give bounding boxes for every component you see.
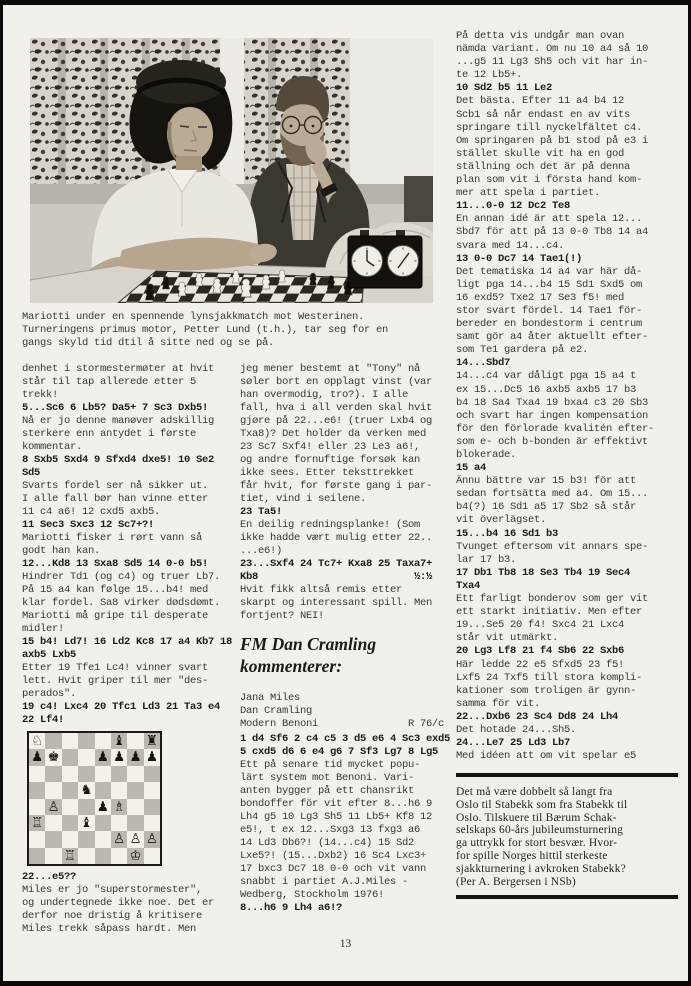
diagram-row [29,782,160,798]
text-line: 11 Sec3 Sxc3 12 Sc7+?! [22,519,155,531]
text-line: 5...Sc6 6 Lb5? Da5+ 7 Sc3 Dxb5! [22,402,209,414]
text-line: 14...Sbd7 [456,357,511,370]
middle-column-text [240,363,460,623]
left-column-text-below-diagram [22,871,242,936]
text-line: e5!, t ex 12...Sxg3 13 fxg3 a6 [240,824,421,836]
text-line: En annan idé är att spela 12... [456,213,643,226]
text-line: 12...Kd8 13 Sxa8 Sd5 14 0-0 b5! [22,558,209,570]
text-line: 5 cxd5 d6 6 e4 g6 7 Sf3 Lg7 8 Lg5 [240,746,439,758]
text-line: 16 exd5? Txe2 17 Se3 f5! med [456,291,625,304]
diagram-square [111,782,127,798]
text-line: fortjent? NEI! [240,610,325,622]
text-line: Det må være dobbelt så langt fra [456,786,613,798]
chess-clock [348,230,422,288]
text-line: ex 15...Dc5 16 axb5 axb5 17 b3 [456,383,637,396]
text-line: samma för vit. [456,697,541,710]
text-line: kommentar. [22,441,83,453]
diagram-square [45,831,61,847]
text-line: 19 c4! Lxc4 20 Tfc1 Ld3 21 Ta3 e4 [22,701,221,713]
text-line: Etter 19 Tfe1 Lc4! vinner svart [22,662,209,674]
text-line: sjakkturnering i avkroken Stabekk? [456,862,626,875]
text-line: (Per A. Bergersen i NSb) [456,875,576,888]
diagram-square [144,799,160,815]
text-line: Mariotti under en spennende lynsjakkmatch mot Westerinen. [22,311,365,323]
scan-edge-top [0,0,691,5]
photo-chess-match [30,38,433,303]
page-number: 13 [339,938,352,950]
text-line: 15 b4! Ld7! 16 Ld2 Kc8 17 a4 Kb7 18 [22,636,233,648]
middle-column-game-text [240,733,460,915]
text-line: Miles er jo "superstormester", [22,884,203,896]
text-line: stället skulle vit ha en god [456,147,625,160]
diagram-square: ♟ [127,749,143,765]
quote-box [456,786,682,888]
diagram-square [62,749,78,765]
photo-caption [22,311,446,350]
text-line: ett starkt initiativ. Men efter [456,606,643,619]
scan-edge-left [0,0,3,986]
diagram-square [78,848,94,864]
text-line: mer att spela i partiet. [456,187,601,200]
diagram-square [78,749,94,765]
scan-edge-bottom [0,981,691,986]
text-line: ikke sees. Etter teksttrekket [240,467,415,479]
text-line: anten bygger på ett chansrikt [240,785,415,797]
text-line: 15 a4 [456,462,487,475]
diagram-square [111,848,127,864]
diagram-square [95,766,111,782]
text-line: fall, hva i all verden skal hvit [240,402,433,414]
diagram-square: ♟ [144,749,160,765]
diagram-square: ♙ [144,831,160,847]
text-line: sedan fortsätta med a4. Om 15... [456,488,649,501]
diagram-square [62,831,78,847]
diagram-square: ♙ [45,799,61,815]
text-line: På 15 a4 kan følge 15...b4! med [22,584,209,596]
diagram-square: ♟ [95,749,111,765]
diagram-square [78,799,94,815]
text-line: som e- och b-bonden är effektivt [456,435,649,448]
text-line: Wedberg, Stockholm 1976! [240,889,385,901]
text-line: Med idéen att om vit spelar e5 [456,750,637,763]
text-line: Hindrer Td1 (og c4) og truer Lb7. [22,571,221,583]
diagram-square [127,733,143,749]
diagram-square [45,733,61,749]
diagram-square [78,831,94,847]
text-line: Txa4 [456,579,481,592]
text-line: gjøre på 22...e6! (truer Lxb4 og [240,415,433,427]
diagram-square [29,848,45,864]
text-line: Mariotti fisker i rørt vann så [22,532,203,544]
diagram-square [144,848,160,864]
text-line: Lxf5 24 Txf5 till stora kompli- [456,671,643,684]
text-line: Sd5 [22,467,41,479]
text-line: Kb8 ½:½ [240,571,433,583]
text-line: Dan Cramling [240,705,313,717]
text-line: b4 18 Sa4 Txa4 19 bxa4 c3 20 Sb3 [456,396,649,409]
text-line: lar 17 b3. [456,553,517,566]
diagram-square [78,733,94,749]
text-line: 22 Lf4! [22,714,65,726]
diagram-row [29,799,160,815]
right-column-text [456,30,682,763]
game-header [240,692,460,731]
text-line: Svarts fordel ser nå sikker ut. [22,480,209,492]
text-line: Oslo. Tilskuere til Bærum Schak- [456,811,617,824]
text-line: ga uttrykk for stort besvær. Hvor- [456,837,618,850]
diagram-square [29,799,45,815]
diagram-square [78,766,94,782]
text-line: klar fordel. Sa8 virker dødsdømt. [22,597,221,609]
text-line: ställning och det är på denna [456,160,631,173]
text-line: ...e6!) [240,545,283,557]
text-line: 17 bxc3 Dc7 18 0-0 och vit vann [240,863,427,875]
text-line: 8...h6 9 Lh4 a6!? [240,902,343,914]
text-line: blokerade. [456,449,517,461]
text-line: ligt pga 14...b4 15 Sd1 Sxd5 om [456,278,643,291]
diagram-row [29,831,160,847]
text-line: ikke hadde vært mulig etter 22.. [240,532,433,544]
text-line: Här ledde 22 e5 Sfxd5 23 f5! [456,658,625,671]
diagram-square [144,782,160,798]
diagram-square: ♟ [111,749,127,765]
text-line: han overmodig, tro?). I alle [240,389,409,401]
quote-rule-top [456,773,678,777]
text-line: Det hotade 24...Sh5. [456,723,577,736]
text-line: svara med 14...c4. [456,239,565,252]
diagram-square [127,799,143,815]
text-line: bondoffer för vit efter 8...h6 9 [240,798,433,810]
diagram-square [95,848,111,864]
diagram-square [111,815,127,831]
text-line: springare till nyckelfältet c4. [456,121,643,134]
diagram-row [29,749,160,765]
text-line: 13 0-0 Dc7 14 Tae1(!) [456,252,583,265]
diagram-square [62,782,78,798]
text-line: Mariotti må gripe til desperate [22,610,209,622]
diagram-square [111,766,127,782]
text-line: Oslo til Stabekk som fra Stabekk til [456,798,628,811]
diagram-square [144,815,160,831]
text-line: Scb1 så når endast en av vits [456,108,631,121]
diagram-square: ♜ [144,733,160,749]
text-line: Hvit fikk altså remis etter [240,584,403,596]
text-line: og andre fornuftige forsøk kan [240,454,421,466]
text-line: 22...Dxb6 23 Sc4 Dd8 24 Lh4 [456,710,619,723]
diagram-square [29,782,45,798]
section-heading-line2: kommenterer: [240,656,343,676]
text-line: 23 Sc7 Sxf4! eller 23 Le3 a6!, [240,441,421,453]
text-line: stor svart fördel. 14 Tae1 för- [456,304,643,317]
diagram-square [62,733,78,749]
text-line: snabbt i partiet A.J.Miles - [240,876,409,888]
text-line: Miles trekk såpass hardt. Men [22,923,197,935]
section-heading-line1: FM Dan Cramling [240,634,377,654]
text-line: trekk! [22,389,59,401]
photo-illustration [30,38,433,303]
diagram-square [95,831,111,847]
text-line: samt gör a4 åter aktuellt efter- [456,331,649,344]
text-line: 22...e5?? [22,871,77,883]
text-line: 10 Sd2 b5 11 Le2 [456,82,553,95]
diagram-square [62,766,78,782]
text-line: axb5 Lxb5 [22,649,77,661]
text-line: Ett på senare tid mycket popu- [240,759,421,771]
text-line: 11 c4 a6! 12 cxd5 axb5. [22,506,161,518]
text-line: som Te1 gardera på e2. [456,344,589,357]
text-line: 8 Sxb5 Sxd4 9 Sfxd4 dxe5! 10 Se2 [22,454,215,466]
text-line: Ett farligt bonderov som ger vit [456,593,649,606]
diagram-square [127,782,143,798]
text-line: och svart har ingen kompensation [456,409,649,422]
text-line: midler! [22,623,65,635]
text-line: Lxe5?! (15...Dxb2) 16 Sc4 Lxc3+ [240,850,427,862]
diagram-square [127,815,143,831]
diagram-row [29,815,160,831]
diagram-square [29,831,45,847]
diagram-square [45,848,61,864]
diagram-row [29,766,160,782]
diagram-square: ♞ [78,782,94,798]
text-line: Om springaren på b1 stod på e3 i [456,134,649,147]
text-line: perados". [22,688,77,700]
text-line: nämda variant. Om nu 10 a4 så 10 [456,43,649,56]
text-line: Modern Benoni R 76/c [240,718,445,730]
text-line: søler bort en opplagt vinst (var [240,376,433,388]
text-line: Jana Miles [240,692,301,704]
text-line: På detta vis undgår man ovan [456,30,625,42]
text-line: Tvunget eftersom vit annars spe- [456,540,649,553]
text-line: 17 Db1 Tb8 18 Se3 Tb4 19 Sec4 [456,566,631,579]
text-line: 23...Sxf4 24 Tc7+ Kxa8 25 Taxa7+ [240,558,433,570]
text-line: 23 Ta5! [240,506,283,518]
text-line: Ännu bättre var 15 b3! för att [456,475,637,488]
diagram-square [29,766,45,782]
diagram-square [45,815,61,831]
text-line: Txa8)? Det holder da verken med [240,428,427,440]
text-line: ...g5 11 Lg3 Sh5 och vit har in- [456,56,649,69]
diagram-row [29,733,160,749]
diagram-square [95,733,111,749]
text-line: 1 d4 Sf6 2 c4 c5 3 d5 e6 4 Sc3 exd5 [240,733,451,745]
text-line: 11...0-0 12 Dc2 Te8 [456,200,571,213]
diagram-square: ♟ [29,749,45,765]
section-heading [240,633,460,677]
diagram-square: ♙ [111,831,127,847]
text-line: En deilig redningsplanke! (Som [240,519,421,531]
text-line: selskaps 60-års jubileumsturnering [456,824,624,837]
diagram-square [127,766,143,782]
left-column-text [22,363,242,727]
diagram-square: ♘ [29,733,45,749]
text-line: Turneringens primus motor, Petter Lund (t.h.), tar seg for en [22,324,389,336]
text-line: godt han kan. [22,545,101,557]
text-line: bereder en bondestorm i centrum [456,318,643,331]
text-line: för den förlorade kvalitén efter- [456,422,655,435]
diagram-square [62,799,78,815]
text-line: Det bästa. Efter 11 a4 b4 12 [456,95,625,108]
text-line: derfor noe dristig å kritisere [22,910,203,922]
text-line: står til tap allerede etter 5 [22,376,197,388]
quote-rule-bottom [456,895,678,899]
diagram-square: ♙ [127,831,143,847]
text-line: Sbd7 för att på 13 0-0 Tb8 14 a4 [456,226,649,239]
diagram-square: ♟ [95,799,111,815]
text-line: denhet i stormestermøter at hvit [22,363,215,375]
text-line: 14 Ld3 Db6?! (14...c4) 15 Sd2 [240,837,415,849]
diagram-square: ♖ [29,815,45,831]
text-line: b4(?) 16 Sd1 a5 17 Sb2 så står [456,501,637,514]
text-line: tiet, vind i seilene. [240,493,367,505]
text-line: sterkere enn antydet i første [22,428,197,440]
text-line: skarpt og interessant spill. Men [240,597,433,609]
diagram-square: ♝ [78,815,94,831]
text-line: lärt system mot Benoni. Vari- [240,772,415,784]
text-line: 19...Se5 20 f4! Sxc4 21 Lxc4 [456,619,625,632]
diagram-square: ♔ [127,848,143,864]
diagram-square [95,815,111,831]
text-line: lett. Hvit griper til mer "des- [22,675,209,687]
diagram-square: ♚ [45,749,61,765]
diagram-square [95,782,111,798]
text-line: for spille Norges hittil sterkeste [456,849,608,862]
diagram-row [29,848,160,864]
diagram-square: ♖ [62,848,78,864]
text-line: kationer som troligen är gynn- [456,684,637,697]
text-line: plan som vit i första hand kom- [456,174,643,187]
text-line: te 12 Lb5+. [456,69,523,82]
text-line: 20 Lg3 Lf8 21 f4 Sb6 22 Sxb6 [456,645,625,658]
diagram-square: ♝ [111,733,127,749]
diagram-square: ♗ [111,799,127,815]
text-line: gangs skyld tid dtil å sitte ned og se på. [22,337,275,349]
text-line: og undertegnede ikke noe. Det er [22,897,215,909]
text-line: I alle fall bør han vinne etter [22,493,209,505]
text-line: jeg mener bestemt at "Tony" nå [240,363,421,375]
diagram-square [45,782,61,798]
text-line: Lh4 g5 10 Lg3 Sh5 11 Lb5+ Kf8 12 [240,811,433,823]
text-line: 24...Le7 25 Ld3 Lb7 [456,737,571,750]
diagram-square [62,815,78,831]
text-line: står vit utmärkt. [456,632,559,645]
diagram-square [144,766,160,782]
text-line: Nå er jo denne manøver adskillig [22,415,215,427]
text-line: får hvit, for første gang i par- [240,480,433,492]
text-line: vit överlägset. [456,514,547,527]
text-line: 15...b4 16 Sd1 b3 [456,527,559,540]
text-line: 14...c4 var dåligt pga 15 a4 t [456,370,637,383]
diagram-square [45,766,61,782]
chess-diagram [27,731,162,866]
text-line: Det tematiska 14 a4 var här då- [456,265,643,278]
